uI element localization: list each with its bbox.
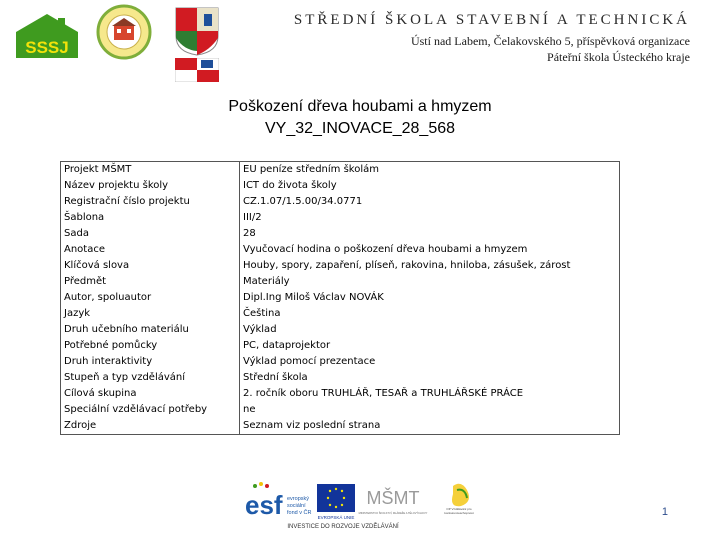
row-value: Houby, spory, zapaření, plíseň, rakovina, hniloba, zásušek, zárost bbox=[243, 260, 571, 271]
funding-logos bbox=[243, 480, 483, 532]
table-row bbox=[61, 194, 620, 210]
school-address: Ústí nad Labem, Čelakovského 5, příspěvková organizace bbox=[410, 34, 690, 48]
table-row bbox=[61, 226, 620, 242]
school-seal-logo bbox=[96, 4, 152, 60]
table-row bbox=[61, 290, 620, 306]
region-crest-icon bbox=[174, 6, 220, 56]
document-code: VY_32_INOVACE_28_568 bbox=[264, 120, 456, 137]
row-key: Druh učebního materiálu bbox=[61, 322, 240, 338]
eu-label: EVROPSKÁ UNIE bbox=[317, 515, 355, 520]
row-value: 28 bbox=[243, 228, 256, 239]
logo-text: SSSJ bbox=[25, 38, 69, 57]
esf-text-3: fond v ČR bbox=[287, 510, 312, 516]
table-row bbox=[61, 322, 620, 338]
row-key: Jazyk bbox=[61, 306, 240, 322]
row-value: Výklad bbox=[243, 324, 277, 335]
row-value: Seznam viz poslední strana bbox=[243, 420, 381, 431]
op-vk-logo bbox=[439, 484, 479, 520]
row-key: Projekt MŠMT bbox=[61, 162, 240, 179]
school-name: STŘEDNÍ ŠKOLA STAVEBNÍ A TECHNICKÁ bbox=[293, 12, 690, 28]
msmt-logo bbox=[359, 487, 428, 515]
table-row bbox=[61, 178, 620, 194]
row-value: III/2 bbox=[243, 212, 262, 223]
op-vk-text: OP Vzdělávání pro konkurenceschopnost bbox=[444, 508, 474, 515]
row-key: Druh interaktivity bbox=[61, 354, 240, 370]
metadata-table bbox=[60, 161, 620, 435]
row-key: Sada bbox=[61, 226, 240, 242]
row-value: Čeština bbox=[243, 308, 281, 319]
msmt-wordmark: MŠMT bbox=[366, 488, 420, 508]
chimney-shape bbox=[58, 18, 65, 30]
school-logo bbox=[12, 10, 82, 58]
esf-text-2: sociální bbox=[287, 503, 306, 509]
row-key: Zdroje bbox=[61, 418, 240, 435]
footer-tagline: INVESTICE DO ROZVOJE VZDĚLÁVÁNÍ bbox=[287, 524, 399, 530]
table-row bbox=[61, 242, 620, 258]
table-row bbox=[61, 274, 620, 290]
row-key: Autor, spoluautor bbox=[61, 290, 240, 306]
row-key: Stupeň a typ vzdělávání bbox=[61, 370, 240, 386]
esf-logo bbox=[245, 482, 311, 520]
table-row bbox=[61, 418, 620, 435]
region-banner-icon bbox=[175, 58, 219, 82]
row-value: ne bbox=[243, 404, 256, 415]
row-key: Speciální vzdělávací potřeby bbox=[61, 402, 240, 418]
row-key: Šablona bbox=[61, 210, 240, 226]
table-row bbox=[61, 338, 620, 354]
row-key: Název projektu školy bbox=[61, 178, 240, 194]
row-value: EU peníze středním školám bbox=[243, 164, 379, 175]
esf-wordmark: esf bbox=[245, 490, 283, 520]
row-value: Výklad pomocí prezentace bbox=[243, 356, 376, 367]
row-value: Střední škola bbox=[243, 372, 308, 383]
msmt-text: MINISTERSTVO ŠKOLSTVÍ, MLÁDEŽE A TĚLOVÝCHOVY bbox=[358, 512, 428, 515]
row-key: Anotace bbox=[61, 242, 240, 258]
row-value: 2. ročník oboru TRUHLÁŘ, TESAŘ a TRUHLÁŘSKÉ PRÁCE bbox=[243, 388, 524, 399]
row-value: Vyučovací hodina o poškození dřeva houbami a hmyzem bbox=[243, 244, 528, 255]
table-row bbox=[61, 402, 620, 418]
page-number: 1 bbox=[661, 506, 668, 518]
eu-flag-icon bbox=[317, 484, 355, 520]
table-row bbox=[61, 386, 620, 402]
table-row bbox=[61, 370, 620, 386]
table-row bbox=[61, 306, 620, 322]
row-value: CZ.1.07/1.5.00/34.0771 bbox=[243, 196, 363, 207]
school-subtitle: Páteřní škola Ústeckého kraje bbox=[547, 50, 690, 64]
row-key: Registrační číslo projektu bbox=[61, 194, 240, 210]
document-title: Poškození dřeva houbami a hmyzem bbox=[228, 98, 492, 115]
row-key: Klíčová slova bbox=[61, 258, 240, 274]
row-key: Potřebné pomůcky bbox=[61, 338, 240, 354]
row-key: Cílová skupina bbox=[61, 386, 240, 402]
row-value: Dipl.Ing Miloš Václav NOVÁK bbox=[243, 292, 384, 303]
row-value: Materiály bbox=[243, 276, 290, 287]
row-key: Předmět bbox=[61, 274, 240, 290]
roof-shape bbox=[16, 14, 78, 32]
esf-text-1: evropský bbox=[287, 496, 310, 502]
table-row bbox=[61, 210, 620, 226]
table-row bbox=[61, 162, 620, 179]
table-row bbox=[61, 354, 620, 370]
row-value: PC, dataprojektor bbox=[243, 340, 331, 351]
table-row bbox=[61, 258, 620, 274]
row-value: ICT do života školy bbox=[243, 180, 337, 191]
